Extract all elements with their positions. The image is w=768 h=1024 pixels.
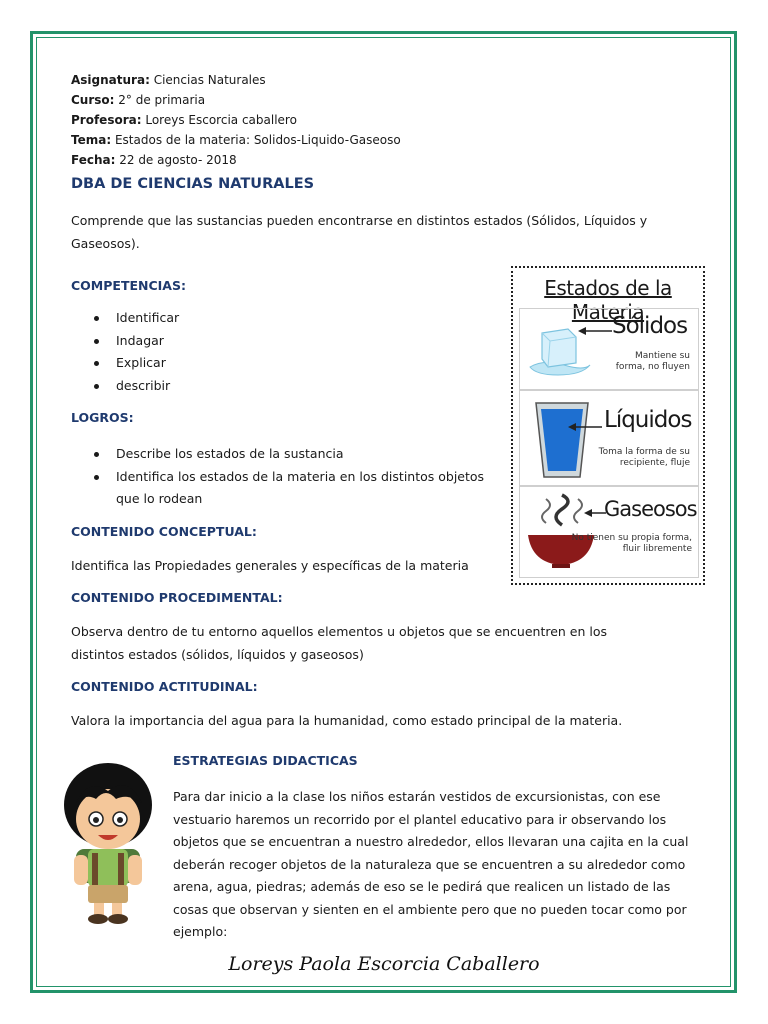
liquid-description: Toma la forma de su recipiente, fluje: [598, 447, 690, 468]
dba-title: DBA DE CIENCIAS NATURALES: [71, 176, 315, 192]
meta-asignatura: Asignatura: Ciencias Naturales: [71, 73, 266, 87]
contenido-actitudinal-heading: CONTENIDO ACTITUDINAL:: [71, 679, 258, 694]
poster-row-solid: [519, 308, 699, 390]
states-of-matter-poster: [511, 266, 705, 585]
meta-profesora: Profesora: Loreys Escorcia caballero: [71, 113, 297, 127]
competencias-heading: COMPETENCIAS:: [71, 278, 186, 293]
list-item: Identifica los estados de la materia en los distintos objetos que lo rodean: [116, 466, 486, 511]
contenido-actitudinal-text: Valora la importancia del agua para la humanidad, como estado principal de la materia.: [71, 713, 623, 728]
contenido-procedimental-text: Observa dentro de tu entorno aquellos elementos u objetos que se encuentren en los distintos estados (sólidos, líquidos y gaseosos): [71, 624, 608, 662]
signature: Loreys Paola Escorcia Caballero: [228, 953, 540, 975]
list-item: Describe los estados de la sustancia: [116, 443, 486, 466]
estrategias-section: [173, 750, 703, 944]
contenido-conceptual-text: Identifica las Propiedades generales y específicas de la materia: [71, 557, 469, 573]
dba-text: Comprende que las sustancias pueden encontrarse en distintos estados (Sólidos, Líquidos y Gaseosos).: [71, 213, 648, 251]
contenido-conceptual-heading: CONTENIDO CONCEPTUAL:: [71, 523, 257, 539]
poster-row-liquid: [519, 390, 699, 486]
steam-icon: [532, 493, 592, 527]
estrategias-heading: ESTRATEGIAS DIDACTICAS: [173, 753, 358, 768]
logros-heading: LOGROS:: [71, 410, 134, 425]
arrow-icon: [584, 507, 606, 519]
list-item: Explicar: [116, 352, 651, 375]
gas-description: No tienen su propia forma, fluir libremente: [571, 533, 692, 554]
poster-title: Estados de la Materia: [544, 276, 672, 324]
solid-description: Mantiene su forma, no fluyen: [615, 351, 690, 372]
explorer-kid-illustration: [58, 757, 158, 927]
list-item: describir: [116, 375, 651, 398]
solid-label: Sólidos: [612, 313, 688, 339]
list-item: Identificar: [116, 307, 651, 330]
estrategias-text: Para dar inicio a la clase los niños estarán vestidos de excursionistas, con ese vestuario haremos un recorrido por el plantel educativo para ir observando los objetos que se encuentran a nuestro alrededor, ellos llevaran una cajita en la cual deberán recoger objetos de la naturaleza que se encuentren a su alrededor como arena, agua, piedras; además de eso se le pedirá que realicen un listado de las cosas que observan y sienten en el ambiente pero que no pueden tocar como por ejemplo:: [173, 789, 689, 939]
meta-tema: Tema: Estados de la materia: Solidos-Liquido-Gaseoso: [71, 133, 401, 147]
meta-curso: Curso: 2° de primaria: [71, 93, 206, 107]
arrow-icon: [578, 325, 614, 337]
water-glass-icon: [532, 399, 592, 481]
contenido-procedimental-heading: CONTENIDO PROCEDIMENTAL:: [71, 590, 283, 605]
gas-label: Gaseosos: [604, 497, 697, 521]
arrow-icon: [568, 421, 604, 433]
list-item: Indagar: [116, 330, 651, 353]
poster-row-gas: [519, 486, 699, 578]
meta-fecha: Fecha: 22 de agosto- 2018: [71, 153, 237, 167]
liquid-label: Líquidos: [604, 407, 692, 433]
